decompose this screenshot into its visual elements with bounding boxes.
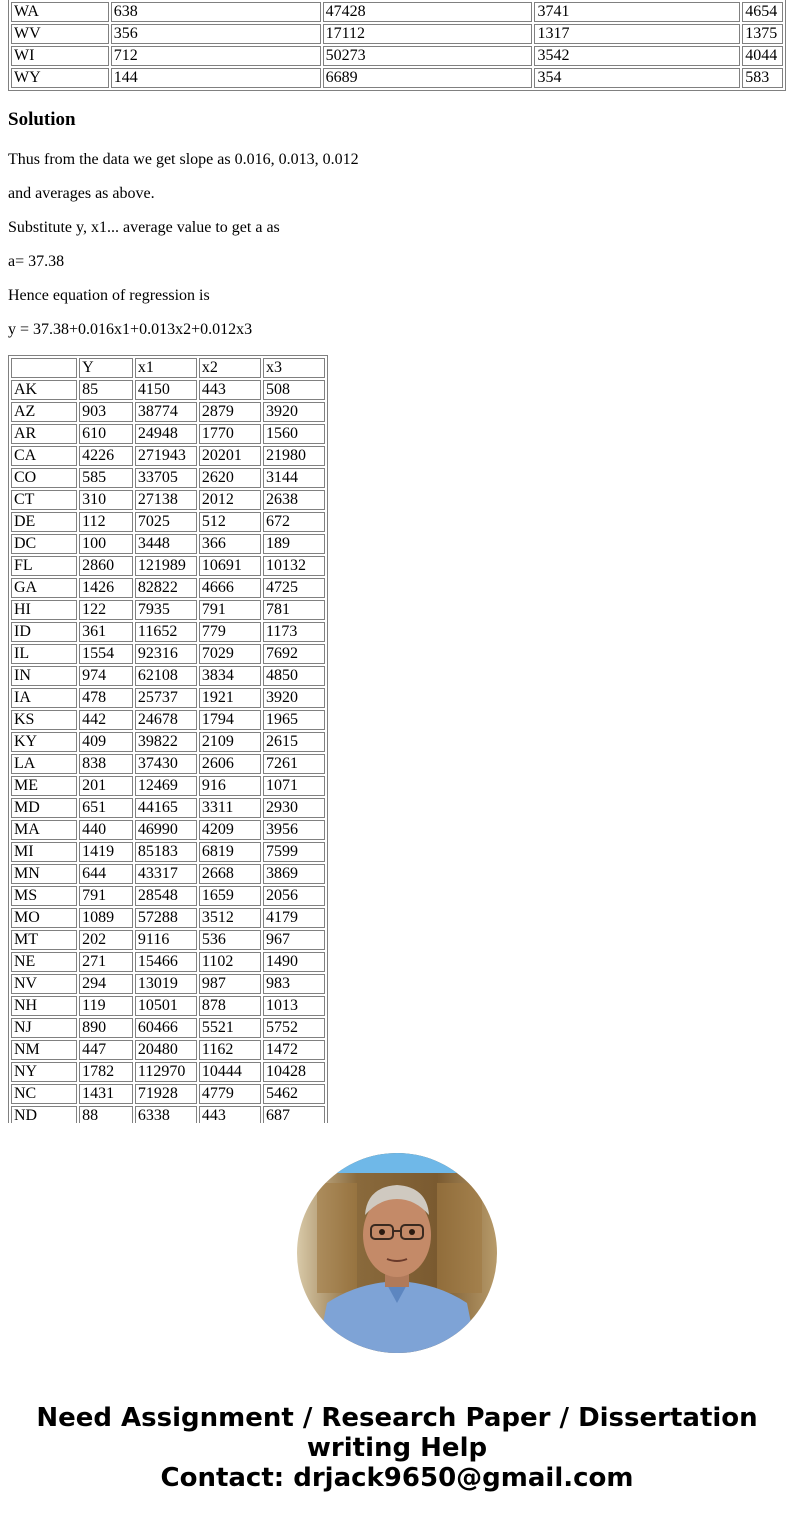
table-row bbox=[11, 886, 325, 906]
table-cell: 46990 bbox=[135, 820, 197, 840]
author-avatar bbox=[297, 1153, 497, 1353]
table-row bbox=[11, 754, 325, 774]
column-header bbox=[11, 358, 77, 378]
table-row bbox=[11, 424, 325, 444]
table-cell: 536 bbox=[199, 930, 261, 950]
table-cell: 1782 bbox=[79, 1062, 133, 1082]
table-cell: 37430 bbox=[135, 754, 197, 774]
table-cell: 44165 bbox=[135, 798, 197, 818]
table-cell: 271943 bbox=[135, 446, 197, 466]
table-cell: 1419 bbox=[79, 842, 133, 862]
table-cell: 1162 bbox=[199, 1040, 261, 1060]
table-cell: 1431 bbox=[79, 1084, 133, 1104]
table-row bbox=[11, 864, 325, 884]
table-row bbox=[11, 380, 325, 400]
table-cell: 442 bbox=[79, 710, 133, 730]
table-cell: 7692 bbox=[263, 644, 325, 664]
author-portrait-image bbox=[297, 1153, 497, 1353]
table-row bbox=[11, 952, 325, 972]
regression-equation: y = 37.38+0.016x1+0.013x2+0.012x3 bbox=[8, 321, 253, 338]
table-row bbox=[11, 666, 325, 686]
table-cell: 20480 bbox=[135, 1040, 197, 1060]
table-cell: 443 bbox=[199, 380, 261, 400]
table-cell: 60466 bbox=[135, 1018, 197, 1038]
table-cell: HI bbox=[11, 600, 77, 620]
table-cell: 88 bbox=[79, 1106, 133, 1123]
table-cell: 201 bbox=[79, 776, 133, 796]
table-cell: NV bbox=[11, 974, 77, 994]
table-cell: 4209 bbox=[199, 820, 261, 840]
table-cell: 10501 bbox=[135, 996, 197, 1016]
table-cell: 610 bbox=[79, 424, 133, 444]
table-row bbox=[11, 1084, 325, 1104]
table-cell: 4044 bbox=[742, 46, 783, 66]
table-cell: 189 bbox=[263, 534, 325, 554]
table-cell: 1770 bbox=[199, 424, 261, 444]
table-cell: 202 bbox=[79, 930, 133, 950]
table-cell: 6689 bbox=[323, 68, 533, 88]
table-cell: 2620 bbox=[199, 468, 261, 488]
table-cell: NM bbox=[11, 1040, 77, 1060]
table-cell: 50273 bbox=[323, 46, 533, 66]
table-cell: 712 bbox=[111, 46, 321, 66]
table-row bbox=[11, 1040, 325, 1060]
table-cell: IL bbox=[11, 644, 77, 664]
table-cell: 3311 bbox=[199, 798, 261, 818]
table-cell: MN bbox=[11, 864, 77, 884]
table-cell: 21980 bbox=[263, 446, 325, 466]
table-cell: 2879 bbox=[199, 402, 261, 422]
top-table-row bbox=[11, 2, 783, 22]
column-header: x3 bbox=[263, 358, 325, 378]
table-cell: 1173 bbox=[263, 622, 325, 642]
table-cell: MS bbox=[11, 886, 77, 906]
data-table bbox=[8, 355, 328, 1123]
table-cell: 4226 bbox=[79, 446, 133, 466]
table-cell: NE bbox=[11, 952, 77, 972]
table-cell: LA bbox=[11, 754, 77, 774]
table-cell: 1375 bbox=[742, 24, 783, 44]
table-cell: 2615 bbox=[263, 732, 325, 752]
table-cell: 1560 bbox=[263, 424, 325, 444]
table-cell: 24948 bbox=[135, 424, 197, 444]
top-table-body bbox=[11, 2, 783, 88]
table-cell: 6338 bbox=[135, 1106, 197, 1123]
table-row bbox=[11, 446, 325, 466]
top-table-row bbox=[11, 24, 783, 44]
footer-contact: Contact: drjack9650@gmail.com bbox=[160, 1463, 634, 1493]
table-cell: 85 bbox=[79, 380, 133, 400]
table-cell: 1965 bbox=[263, 710, 325, 730]
table-cell: 13019 bbox=[135, 974, 197, 994]
table-cell: AK bbox=[11, 380, 77, 400]
table-cell: 508 bbox=[263, 380, 325, 400]
table-cell: 7599 bbox=[263, 842, 325, 862]
solution-line-intercept: a= 37.38 bbox=[8, 253, 65, 270]
table-row bbox=[11, 842, 325, 862]
table-cell: 638 bbox=[111, 2, 321, 22]
table-cell: MI bbox=[11, 842, 77, 862]
table-cell: 11652 bbox=[135, 622, 197, 642]
table-cell: 144 bbox=[111, 68, 321, 88]
table-cell: 987 bbox=[199, 974, 261, 994]
table-cell: 7029 bbox=[199, 644, 261, 664]
table-cell: 47428 bbox=[323, 2, 533, 22]
table-cell: 4654 bbox=[742, 2, 783, 22]
table-row bbox=[11, 710, 325, 730]
footer-banner bbox=[0, 1403, 794, 1493]
table-cell: WI bbox=[11, 46, 109, 66]
table-cell: NJ bbox=[11, 1018, 77, 1038]
table-cell: 85183 bbox=[135, 842, 197, 862]
table-cell: 967 bbox=[263, 930, 325, 950]
table-cell: 92316 bbox=[135, 644, 197, 664]
table-cell: 57288 bbox=[135, 908, 197, 928]
table-cell: 583 bbox=[742, 68, 783, 88]
table-cell: CO bbox=[11, 468, 77, 488]
table-cell: 4179 bbox=[263, 908, 325, 928]
table-row bbox=[11, 996, 325, 1016]
table-cell: 112970 bbox=[135, 1062, 197, 1082]
table-cell: 5521 bbox=[199, 1018, 261, 1038]
table-cell: 916 bbox=[199, 776, 261, 796]
table-cell: 1659 bbox=[199, 886, 261, 906]
table-cell: 651 bbox=[79, 798, 133, 818]
table-cell: 3834 bbox=[199, 666, 261, 686]
table-cell: 4850 bbox=[263, 666, 325, 686]
table-cell: 2109 bbox=[199, 732, 261, 752]
table-cell: 3920 bbox=[263, 688, 325, 708]
table-row bbox=[11, 1062, 325, 1082]
table-cell: 5752 bbox=[263, 1018, 325, 1038]
table-cell: 24678 bbox=[135, 710, 197, 730]
table-cell: AR bbox=[11, 424, 77, 444]
table-row bbox=[11, 732, 325, 752]
header-row bbox=[11, 358, 325, 378]
table-cell: 878 bbox=[199, 996, 261, 1016]
table-cell: MO bbox=[11, 908, 77, 928]
table-cell: KY bbox=[11, 732, 77, 752]
table-row bbox=[11, 402, 325, 422]
table-cell: 2638 bbox=[263, 490, 325, 510]
table-cell: 119 bbox=[79, 996, 133, 1016]
table-cell: 33705 bbox=[135, 468, 197, 488]
table-cell: 1089 bbox=[79, 908, 133, 928]
table-cell: 440 bbox=[79, 820, 133, 840]
table-row bbox=[11, 644, 325, 664]
table-cell: 10428 bbox=[263, 1062, 325, 1082]
table-cell: 121989 bbox=[135, 556, 197, 576]
table-cell: 82822 bbox=[135, 578, 197, 598]
table-cell: 2668 bbox=[199, 864, 261, 884]
table-row bbox=[11, 820, 325, 840]
table-cell: 1071 bbox=[263, 776, 325, 796]
table-cell: 112 bbox=[79, 512, 133, 532]
table-row bbox=[11, 622, 325, 642]
table-cell: 100 bbox=[79, 534, 133, 554]
data-table-viewport bbox=[8, 355, 328, 1123]
footer-subline: writing Help bbox=[306, 1433, 488, 1463]
table-cell: 15466 bbox=[135, 952, 197, 972]
table-cell: ID bbox=[11, 622, 77, 642]
table-cell: IN bbox=[11, 666, 77, 686]
table-cell: 7935 bbox=[135, 600, 197, 620]
table-cell: 10444 bbox=[199, 1062, 261, 1082]
table-cell: CT bbox=[11, 490, 77, 510]
table-cell: 974 bbox=[79, 666, 133, 686]
table-cell: 122 bbox=[79, 600, 133, 620]
table-cell: 791 bbox=[79, 886, 133, 906]
data-table-header bbox=[11, 358, 325, 378]
table-cell: 512 bbox=[199, 512, 261, 532]
table-cell: 7025 bbox=[135, 512, 197, 532]
table-cell: 3741 bbox=[534, 2, 740, 22]
table-row bbox=[11, 600, 325, 620]
table-cell: 361 bbox=[79, 622, 133, 642]
table-cell: 9116 bbox=[135, 930, 197, 950]
table-cell: 2606 bbox=[199, 754, 261, 774]
table-row bbox=[11, 974, 325, 994]
table-cell: MA bbox=[11, 820, 77, 840]
table-cell: 2056 bbox=[263, 886, 325, 906]
table-cell: WA bbox=[11, 2, 109, 22]
table-cell: 5462 bbox=[263, 1084, 325, 1104]
table-cell: CA bbox=[11, 446, 77, 466]
table-cell: 779 bbox=[199, 622, 261, 642]
table-row bbox=[11, 534, 325, 554]
table-cell: NY bbox=[11, 1062, 77, 1082]
table-cell: DE bbox=[11, 512, 77, 532]
table-cell: 25737 bbox=[135, 688, 197, 708]
table-cell: 6819 bbox=[199, 842, 261, 862]
table-row bbox=[11, 556, 325, 576]
table-cell: 366 bbox=[199, 534, 261, 554]
table-cell: 3144 bbox=[263, 468, 325, 488]
table-cell: ND bbox=[11, 1106, 77, 1123]
table-row bbox=[11, 512, 325, 532]
table-cell: 447 bbox=[79, 1040, 133, 1060]
table-cell: 10691 bbox=[199, 556, 261, 576]
table-cell: WV bbox=[11, 24, 109, 44]
table-cell: 1426 bbox=[79, 578, 133, 598]
table-cell: 4666 bbox=[199, 578, 261, 598]
top-data-table bbox=[8, 0, 786, 91]
top-table-row bbox=[11, 46, 783, 66]
column-header: x2 bbox=[199, 358, 261, 378]
table-cell: 903 bbox=[79, 402, 133, 422]
column-header: x1 bbox=[135, 358, 197, 378]
table-cell: 3448 bbox=[135, 534, 197, 554]
table-cell: 2930 bbox=[263, 798, 325, 818]
table-cell: 17112 bbox=[323, 24, 533, 44]
solution-heading: Solution bbox=[8, 109, 76, 130]
table-row bbox=[11, 1018, 325, 1038]
footer-headline: Need Assignment / Research Paper / Dissertation bbox=[36, 1403, 758, 1433]
table-cell: 39822 bbox=[135, 732, 197, 752]
table-cell: 1102 bbox=[199, 952, 261, 972]
table-cell: 294 bbox=[79, 974, 133, 994]
table-cell: FL bbox=[11, 556, 77, 576]
table-cell: 838 bbox=[79, 754, 133, 774]
table-cell: 585 bbox=[79, 468, 133, 488]
table-cell: 10132 bbox=[263, 556, 325, 576]
table-cell: 409 bbox=[79, 732, 133, 752]
top-table-row bbox=[11, 68, 783, 88]
table-row bbox=[11, 908, 325, 928]
table-cell: 443 bbox=[199, 1106, 261, 1123]
table-cell: 3512 bbox=[199, 908, 261, 928]
table-cell: 12469 bbox=[135, 776, 197, 796]
table-cell: 791 bbox=[199, 600, 261, 620]
table-cell: 1794 bbox=[199, 710, 261, 730]
table-cell: 20201 bbox=[199, 446, 261, 466]
table-cell: 356 bbox=[111, 24, 321, 44]
table-cell: 1013 bbox=[263, 996, 325, 1016]
table-row bbox=[11, 1106, 325, 1123]
table-cell: 27138 bbox=[135, 490, 197, 510]
table-cell: ME bbox=[11, 776, 77, 796]
table-cell: 687 bbox=[263, 1106, 325, 1123]
table-cell: NH bbox=[11, 996, 77, 1016]
table-row bbox=[11, 468, 325, 488]
table-cell: AZ bbox=[11, 402, 77, 422]
table-cell: 4725 bbox=[263, 578, 325, 598]
table-cell: WY bbox=[11, 68, 109, 88]
table-cell: 1554 bbox=[79, 644, 133, 664]
table-cell: 3542 bbox=[534, 46, 740, 66]
table-cell: 644 bbox=[79, 864, 133, 884]
table-cell: MT bbox=[11, 930, 77, 950]
table-cell: 1317 bbox=[534, 24, 740, 44]
table-cell: 62108 bbox=[135, 666, 197, 686]
table-cell: 3920 bbox=[263, 402, 325, 422]
table-cell: 2012 bbox=[199, 490, 261, 510]
table-cell: NC bbox=[11, 1084, 77, 1104]
solution-line-slopes: Thus from the data we get slope as 0.016, 0.013, 0.012 bbox=[8, 151, 359, 168]
solution-line-substitute: Substitute y, x1... average value to get a as bbox=[8, 219, 280, 236]
table-cell: 2860 bbox=[79, 556, 133, 576]
table-cell: 1472 bbox=[263, 1040, 325, 1060]
table-row bbox=[11, 688, 325, 708]
table-cell: 1490 bbox=[263, 952, 325, 972]
table-cell: 71928 bbox=[135, 1084, 197, 1104]
table-cell: GA bbox=[11, 578, 77, 598]
table-cell: 38774 bbox=[135, 402, 197, 422]
table-cell: 7261 bbox=[263, 754, 325, 774]
table-cell: DC bbox=[11, 534, 77, 554]
table-cell: 781 bbox=[263, 600, 325, 620]
table-row bbox=[11, 490, 325, 510]
table-cell: 271 bbox=[79, 952, 133, 972]
table-cell: 890 bbox=[79, 1018, 133, 1038]
table-row bbox=[11, 776, 325, 796]
table-cell: KS bbox=[11, 710, 77, 730]
table-cell: IA bbox=[11, 688, 77, 708]
table-cell: 4150 bbox=[135, 380, 197, 400]
data-table-body bbox=[11, 380, 325, 1123]
table-cell: 3956 bbox=[263, 820, 325, 840]
table-cell: 28548 bbox=[135, 886, 197, 906]
solution-line-averages: and averages as above. bbox=[8, 185, 155, 202]
table-cell: 983 bbox=[263, 974, 325, 994]
table-cell: 4779 bbox=[199, 1084, 261, 1104]
table-cell: 478 bbox=[79, 688, 133, 708]
table-row bbox=[11, 930, 325, 950]
table-cell: 1921 bbox=[199, 688, 261, 708]
solution-line-hence: Hence equation of regression is bbox=[8, 287, 210, 304]
table-cell: 354 bbox=[534, 68, 740, 88]
table-row bbox=[11, 798, 325, 818]
table-cell: 43317 bbox=[135, 864, 197, 884]
column-header: Y bbox=[79, 358, 133, 378]
table-cell: 672 bbox=[263, 512, 325, 532]
table-cell: 3869 bbox=[263, 864, 325, 884]
table-cell: MD bbox=[11, 798, 77, 818]
table-row bbox=[11, 578, 325, 598]
table-cell: 310 bbox=[79, 490, 133, 510]
